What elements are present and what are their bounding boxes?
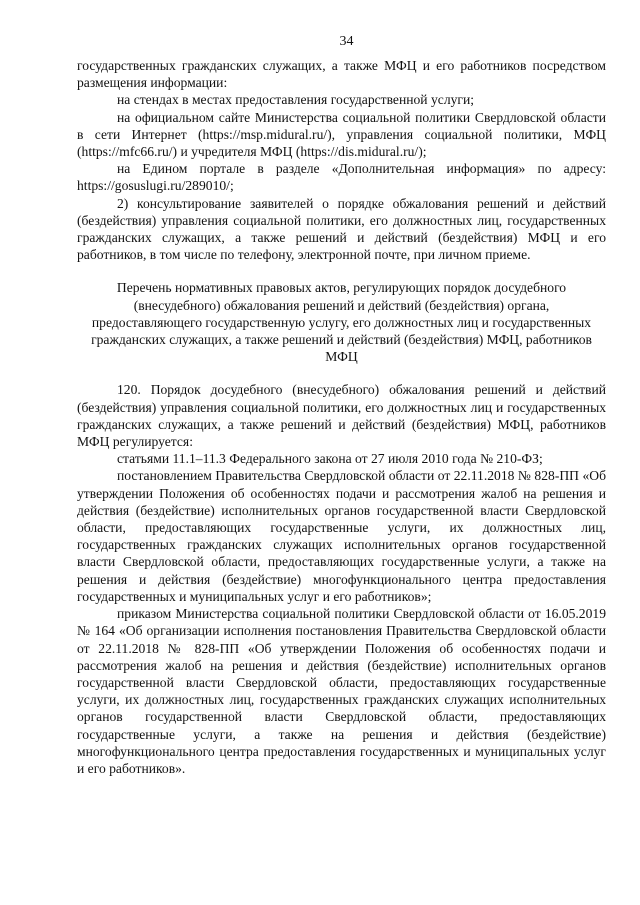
paragraph-resolution: постановлением Правительства Свердловской области от 22.11.2018 № 828-ПП «Об утверждении Положения об особенностях подачи и рассмотрения жалоб на решения и действия (бездействие) исполнительных органов государственной власти Свердловской области, предоставляющих государственные услуги, их должностных лиц, государственных гражданских служащих исполнительных органов государственной власти Свердловской области, предоставляющих государственные услуги, а также на решения и действия (бездействие) многофункционального центра предоставления государственных и муниципальных услуг и его работников»; [77,468,606,604]
paragraph-stands: на стендах в местах предоставления государственной услуги; [117,92,475,108]
paragraph-consulting: 2) консультирование заявителей о порядке обжалования решений и действий (бездействия) управления социальной политики, его должностных лиц, государственных гражданских служащих, а также решений и действий (бездействия) МФЦ и его работников, в том числе по телефону, электронной почте, при личном приеме. [77,195,606,263]
spacer [77,365,606,381]
paragraph-federal-law: статьями 11.1–11.3 Федерального закона от 27 июля 2010 года № 210-ФЗ; [117,451,543,467]
paragraph-order: приказом Министерства социальной политики Свердловской области от 16.05.2019 № 164 «Об организации исполнения постановления Правительства Свердловской области от 22.11.2018 № 828-ПП «Об утверждении Положения об особенностях подачи и рассмотрения жалоб на решения и действия (бездействие) исполнительных органов государственной власти Свердловской области, предоставляющих государственные услуги, их должностных лиц, государственных гражданских служащих исполнительных органов государственной власти Свердловской области, предоставляющих государственные услуги, а также на решения и действия (бездействие) многофункционального центра предоставления государственных и муниципальных услуг и его работников». [77,606,606,776]
section-heading: Перечень нормативных правовых актов, регулирующих порядок досудебного (внесудебного) обжалования решений и действий (бездействия) органа, предоставляющего государственную услугу, его должностных лиц и государственных гражданских служащих, а также решений и действий (бездействия) МФЦ, работников МФЦ [91,280,592,365]
page-number: 34 [339,34,354,49]
paragraph-official-site: на официальном сайте Министерства социальной политики Свердловской области в сети Интернет (https://msp.midural.ru/), управления социальной политики, МФЦ (https://mfc66.ru/) и учредителя МФЦ (https://dis.midural.ru/); [77,109,606,160]
paragraph-continuation: государственных гражданских служащих, а также МФЦ и его работников посредством размещения информации: [77,58,606,91]
paragraph-unified-portal: на Едином портале в разделе «Дополнительная информация» по адресу: https://gosuslugi.ru/289010/; [77,161,606,194]
spacer [77,263,606,279]
paragraph-120: 120. Порядок досудебного (внесудебного) обжалования решений и действий (бездействия) управления социальной политики, его должностных лиц и государственных гражданских служащих, а также решений и действий (бездействия) МФЦ, работников МФЦ регулируется: [77,382,606,450]
